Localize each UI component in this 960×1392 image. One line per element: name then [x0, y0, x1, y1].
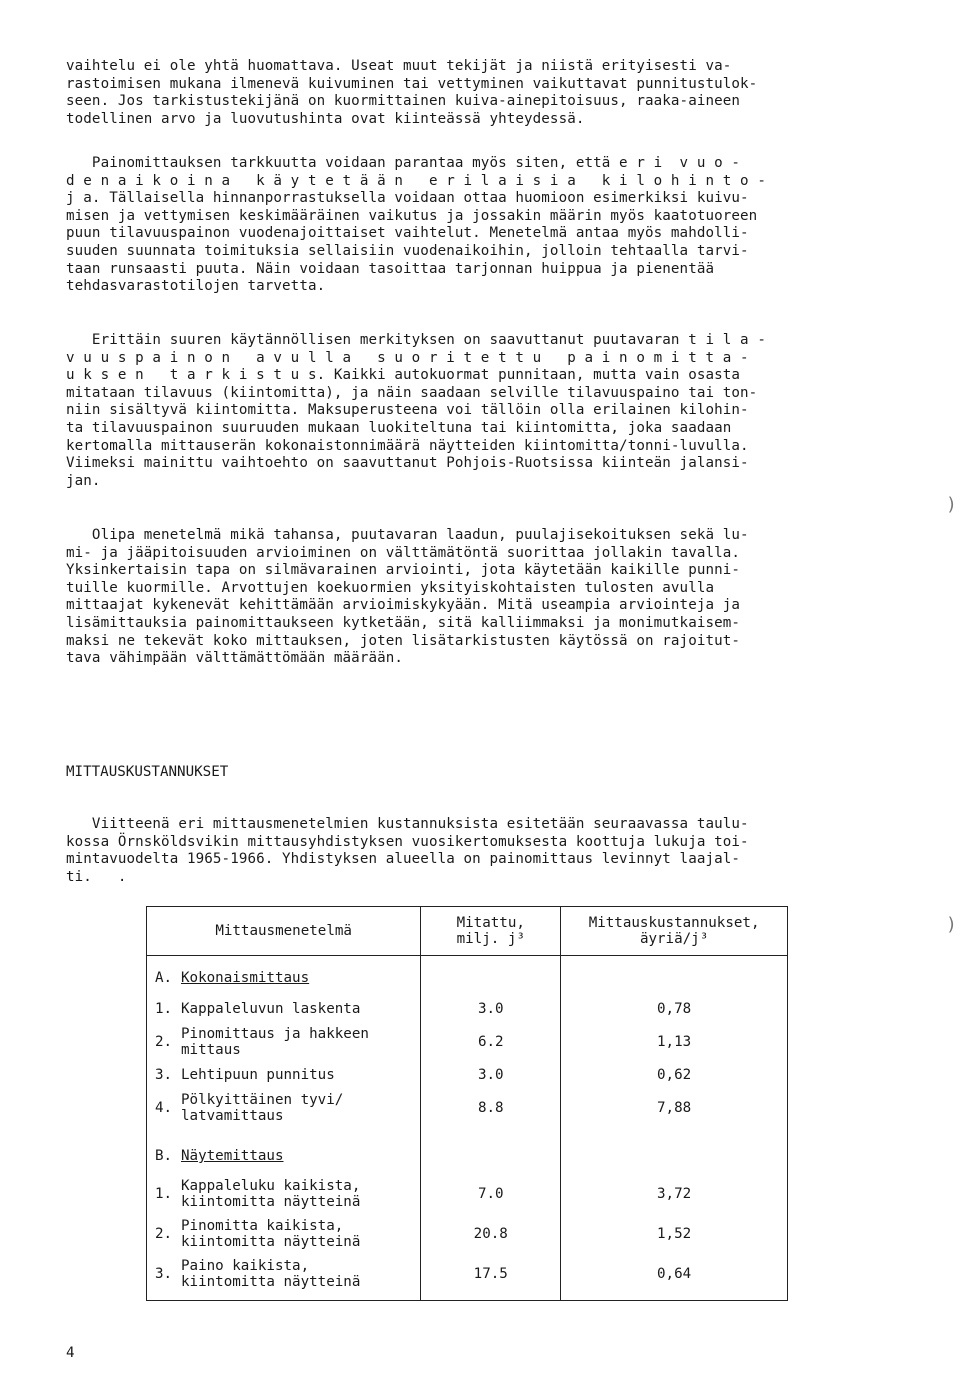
text-line: taan runsaasti puuta. Näin voidaan tasoittaa tarjonnan huippua ja pienentää	[66, 260, 715, 277]
text-line: vaihtelu ei ole yhtä huomattava. Useat muut tekijät ja niistä erityisesti va-	[66, 58, 732, 74]
row-spacer	[421, 1294, 560, 1300]
group-label: B.	[155, 1148, 173, 1164]
row-number: 1.	[155, 1001, 173, 1017]
section-heading: MITTAUSKUSTANNUKSET	[66, 764, 229, 780]
cost-column	[561, 956, 788, 1301]
text-line: mi- ja jääpitoisuuden arvioiminen on välttämätöntä suorittaa jollakin tavalla.	[66, 544, 741, 561]
text-line: j a. Tällaisella hinnanporrastuksella voidaan ottaa huomioon esimerkiksi kuivu-	[66, 190, 749, 207]
text-line: d e n a i k o i n a k ä y t e t ä ä n e r i l a i s i a k i l o h i n t o -	[66, 172, 766, 189]
text-line: Painomittauksen tarkkuutta voidaan parantaa myös siten, että e r i v u o -	[66, 155, 741, 171]
group-label: A.	[155, 970, 173, 986]
row-spacer	[421, 956, 560, 986]
row-method: Pölkyittäinen tyvi/ latvamittaus	[181, 1092, 344, 1124]
row-number: 4.	[155, 1100, 173, 1116]
table-row	[147, 1088, 420, 1128]
text-line: Viimeksi mainittu vaihtoehto on saavuttanut Pohjois-Ruotsissa kiinteän jalansi-	[66, 455, 749, 472]
intro-paragraph	[66, 816, 866, 886]
page-number: 4	[66, 1345, 75, 1361]
row-number: 3.	[155, 1266, 173, 1282]
row-method: Pinomitta kaikista, kiintomitta näytteinä	[181, 1218, 361, 1250]
row-measured: 8.8	[477, 1100, 504, 1116]
margin-bracket-mark: )	[946, 494, 957, 515]
text-line: u k s e n t a r k i s t u s. Kaikki autokuormat punnitaan, mutta vain osasta	[66, 367, 741, 384]
text-line: mintavuodelta 1965-1966. Yhdistyksen alueella on painomittaus levinnyt laajal-	[66, 851, 741, 868]
row-measured: 20.8	[473, 1226, 508, 1242]
row-spacer	[561, 1294, 787, 1300]
row-number: 2.	[155, 1226, 173, 1242]
text-line: kossa Örnsköldsvikin mittausyhdistyksen vuosikertomuksesta koottuja lukuja toi-	[66, 833, 749, 850]
table-row	[147, 1062, 420, 1088]
table-row	[147, 1254, 420, 1294]
row-spacer	[421, 1134, 560, 1164]
text-line: todellinen arvo ja luovutushinta ovat kiinteässä yhteydessä.	[66, 110, 585, 127]
text-line: tava vähimpään välttämättömään määrään.	[66, 650, 404, 667]
row-method: Lehtipuun punnitus	[181, 1067, 335, 1083]
row-cost: 1,13	[657, 1034, 692, 1050]
header-cost: Mittauskustannukset, äyriä/j³	[561, 907, 788, 956]
paragraph-3	[66, 332, 866, 490]
table-row	[147, 1022, 420, 1062]
measured-column	[421, 956, 561, 1301]
row-cost: 0,62	[657, 1067, 692, 1083]
text-line: suuden suunnata toimituksia sellaisiin vuodenaikoihin, jolloin tehtaalla tarvi-	[66, 242, 749, 259]
row-method: Pinomittaus ja hakkeen mittaus	[181, 1026, 369, 1058]
table-row	[147, 1214, 420, 1254]
text-line: rastoimisen mukana ilmenevä kuivuminen tai vettyminen vaikuttavat punnitustulok-	[66, 75, 758, 92]
text-line: Viitteenä eri mittausmenetelmien kustannuksista esitetään seuraavassa taulu-	[66, 816, 749, 832]
margin-bracket-mark: )	[946, 914, 957, 935]
row-number: 1.	[155, 1186, 173, 1202]
row-number: 3.	[155, 1067, 173, 1083]
text-line: mittaajat kykenevät kehittämään arvioimiskykyään. Mitä useampia arviointeja ja	[66, 597, 741, 614]
paragraph-2	[66, 155, 866, 296]
row-spacer	[561, 956, 787, 986]
group-title: Kokonaismittaus	[181, 970, 310, 986]
row-number: 2.	[155, 1034, 173, 1050]
row-measured: 3.0	[477, 1001, 504, 1017]
table-header-row	[147, 907, 788, 956]
row-cost: 0,64	[657, 1266, 692, 1282]
text-line: niin sisältyvä kiintomitta. Maksuperusteena voi tällöin olla erilainen kilohin-	[66, 402, 749, 419]
text-line: v u u s p a i n o n a v u l l a s u o r i t e t t u p a i n o m i t t a -	[66, 349, 749, 366]
group-heading-row	[147, 956, 420, 986]
paragraph-1	[66, 58, 866, 128]
text-line: seen. Jos tarkistustekijänä on kuormittainen kuiva-ainepitoisuus, raaka-aineen	[66, 93, 741, 110]
row-spacer	[561, 1134, 787, 1164]
text-line: Yksinkertaisin tapa on silmävarainen arviointi, jota käytetään kaikille punni-	[66, 562, 741, 579]
group-heading-row	[147, 1134, 420, 1164]
measurement-cost-table	[146, 906, 788, 1301]
text-line: ti. .	[66, 868, 127, 885]
text-line: mitataan tilavuus (kiintomitta), ja näin saadaan selville tilavuuspaino tai ton-	[66, 384, 758, 401]
table-row	[147, 1174, 420, 1214]
text-line: Erittäin suuren käytännöllisen merkityksen on saavuttanut puutavaran t i l a -	[66, 332, 766, 348]
row-cost: 0,78	[657, 1001, 692, 1017]
header-measured: Mitattu, milj. j³	[421, 907, 561, 956]
text-line: misen ja vettymisen keskimääräinen vaikutus ja jossakin määrin myös kaatotuoreen	[66, 207, 758, 224]
header-method: Mittausmenetelmä	[147, 907, 421, 956]
row-measured: 17.5	[473, 1266, 508, 1282]
text-line: tuille kuormille. Arvottujen koekuormien yksityiskohtaisten tulosten avulla	[66, 579, 715, 596]
text-line: Olipa menetelmä mikä tahansa, puutavaran laadun, puulajisekoituksen sekä lu-	[66, 527, 749, 543]
text-line: maksi ne tekevät koko mittauksen, joten lisätarkistusten käytössä on rajoitut-	[66, 632, 741, 649]
table-row	[147, 996, 420, 1022]
row-measured: 7.0	[477, 1186, 504, 1202]
group-title: Näytemittaus	[181, 1148, 284, 1164]
text-line: lisämittauksia painomittaukseen kytketään, sitä kalliimmaksi ja monimutkaisem-	[66, 614, 741, 631]
table-body-row	[147, 956, 788, 1301]
row-method: Paino kaikista, kiintomitta näytteinä	[181, 1258, 361, 1290]
row-spacer	[147, 1294, 420, 1300]
paragraph-4	[66, 527, 866, 668]
row-measured: 3.0	[477, 1067, 504, 1083]
row-cost: 3,72	[657, 1186, 692, 1202]
text-line: jan.	[66, 472, 101, 489]
text-line: puun tilavuuspainon vuodenajoittaiset vaihtelut. Menetelmä antaa myös mahdolli-	[66, 225, 749, 242]
row-cost: 7,88	[657, 1100, 692, 1116]
text-line: tehdasvarastotilojen tarvetta.	[66, 278, 326, 295]
method-column	[147, 956, 421, 1301]
row-cost: 1,52	[657, 1226, 692, 1242]
text-line: ta tilavuuspainon suuruuden mukaan luokiteltuna tai kiintomitta, joka saadaan	[66, 419, 732, 436]
row-method: Kappaleluku kaikista, kiintomitta näytteinä	[181, 1178, 361, 1210]
text-line: kertomalla mittauserän kokonaistonnimäärä näytteiden kiintomitta/tonni-luvulla.	[66, 437, 749, 454]
row-measured: 6.2	[477, 1034, 504, 1050]
row-method: Kappaleluvun laskenta	[181, 1001, 361, 1017]
